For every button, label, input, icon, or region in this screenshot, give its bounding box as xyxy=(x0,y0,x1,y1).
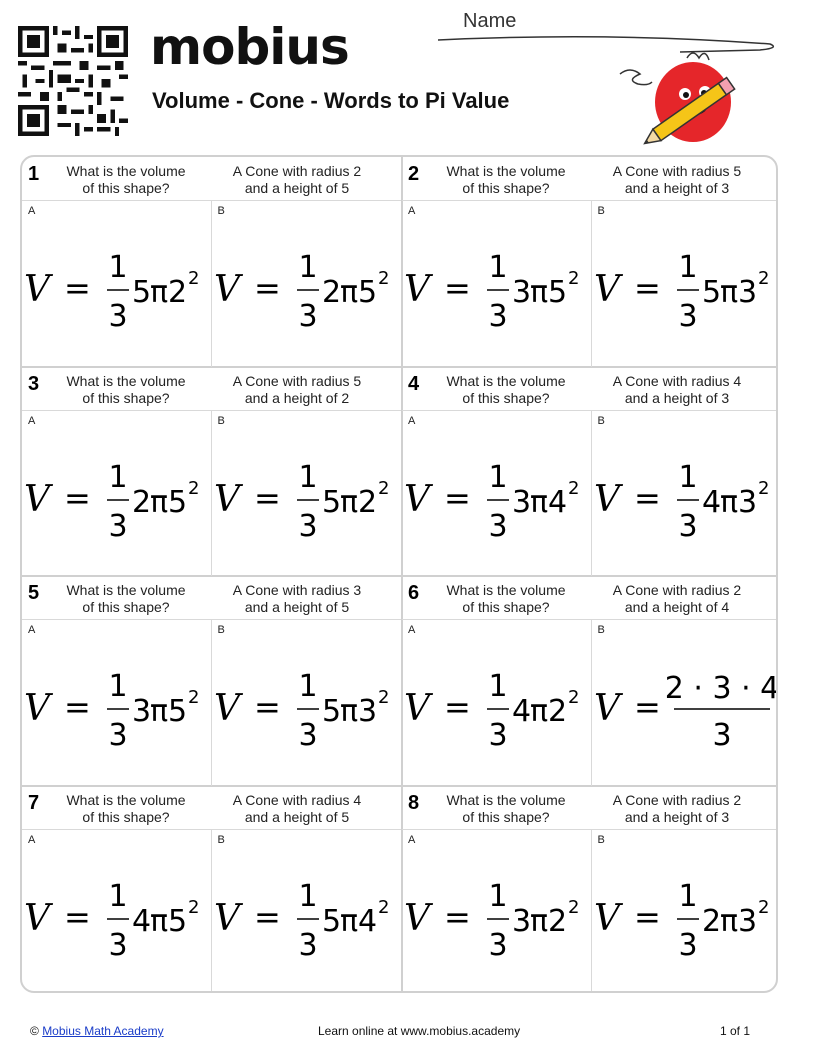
fraction-denominator: 3 xyxy=(488,299,508,334)
question-line: What is the volume xyxy=(66,582,186,598)
equation-base: 3 xyxy=(357,694,377,729)
problem-card xyxy=(402,157,778,367)
fraction-denominator: 3 xyxy=(108,927,128,963)
pi-symbol: π xyxy=(339,484,358,520)
problem-header xyxy=(402,786,778,830)
option-label: A xyxy=(408,833,416,846)
question-line: of this shape? xyxy=(462,599,550,615)
problem-question xyxy=(56,163,196,197)
question-line: What is the volume xyxy=(66,372,186,389)
volume-equation xyxy=(402,239,592,339)
equation-equals: = xyxy=(253,269,281,307)
fraction-numerator: 1 xyxy=(108,459,128,495)
option-label: B xyxy=(217,624,225,636)
problem-number: 4 xyxy=(408,372,420,395)
description-line: A Cone with radius 5 xyxy=(612,163,742,179)
equation-exponent: 2 xyxy=(757,477,769,499)
question-line: of this shape? xyxy=(82,808,170,825)
equation-exponent: 2 xyxy=(188,268,200,289)
equation-variable: V xyxy=(404,478,430,520)
description-line: and a height of 5 xyxy=(244,599,350,615)
equation-variable: V xyxy=(404,897,430,939)
mobius-logo xyxy=(150,18,349,76)
problem-description xyxy=(217,792,377,826)
volume-equation xyxy=(22,658,212,758)
fraction-numerator: 1 xyxy=(297,878,318,914)
answer-option-a[interactable] xyxy=(402,830,592,994)
description-line: and a height of 3 xyxy=(624,389,730,406)
equation-exponent: 2 xyxy=(568,896,580,918)
option-label: A xyxy=(28,205,36,217)
qr-code-icon xyxy=(18,26,128,136)
volume-equation xyxy=(22,868,212,968)
problem-description xyxy=(217,582,377,616)
problem-description xyxy=(597,582,757,616)
problem-question xyxy=(56,792,196,826)
volume-equation xyxy=(22,239,212,339)
equation-base: 2 xyxy=(357,484,377,520)
problem-question xyxy=(436,582,576,616)
equation-base: 5 xyxy=(548,275,568,310)
problem-card xyxy=(22,786,401,994)
problem-description xyxy=(597,373,757,407)
equation-equals: = xyxy=(633,478,661,517)
option-label: A xyxy=(28,414,36,427)
equation-exponent: 2 xyxy=(568,477,580,499)
pi-symbol: π xyxy=(150,903,169,939)
fraction-numerator: 1 xyxy=(488,878,508,914)
equation-equals: = xyxy=(253,688,281,726)
volume-equation xyxy=(402,449,592,549)
equation-variable: V xyxy=(593,897,620,939)
description-line: A Cone with radius 3 xyxy=(232,582,362,598)
pi-symbol: π xyxy=(530,275,549,310)
option-label: B xyxy=(597,833,605,846)
problem-header xyxy=(402,576,778,620)
problem-header xyxy=(402,367,778,411)
equation-variable: V xyxy=(24,897,50,939)
pi-symbol: π xyxy=(530,694,549,729)
academy-link[interactable]: Mobius Math Academy xyxy=(42,1024,164,1038)
fraction-denominator: 3 xyxy=(677,927,698,963)
equation-equals: = xyxy=(444,478,471,517)
answer-option-b[interactable] xyxy=(212,620,402,786)
equation-variable: V xyxy=(213,269,240,310)
equation-coefficient: 4 xyxy=(132,903,152,939)
pi-symbol: π xyxy=(719,275,738,310)
volume-equation xyxy=(402,658,592,758)
answer-option-b[interactable] xyxy=(212,201,402,367)
option-label: B xyxy=(217,205,225,217)
answer-option-a[interactable] xyxy=(402,411,592,577)
equation-base: 3 xyxy=(737,484,757,520)
problem-card xyxy=(22,367,401,577)
fraction-denominator: 3 xyxy=(488,927,508,963)
logo-text: mobius xyxy=(150,18,349,76)
option-label: B xyxy=(217,833,225,846)
equation-equals: = xyxy=(253,478,281,517)
equation-base: 5 xyxy=(168,903,188,939)
fraction-denominator: 3 xyxy=(488,718,508,753)
problem-card xyxy=(402,786,778,994)
fraction-denominator: 3 xyxy=(677,508,698,544)
copyright-symbol: © xyxy=(30,1024,39,1038)
pi-symbol: π xyxy=(150,484,169,520)
problem-question xyxy=(436,792,576,826)
problem-card xyxy=(22,576,401,786)
equation-variable: V xyxy=(404,688,430,729)
volume-equation xyxy=(212,868,402,968)
worksheet-header xyxy=(0,0,815,150)
footer-url: Learn online at www.mobius.academy xyxy=(318,1024,521,1038)
equation-coefficient: 3 xyxy=(512,903,532,939)
equation-coefficient: 5 xyxy=(701,275,721,310)
question-line: What is the volume xyxy=(446,582,566,598)
fraction-numerator: 1 xyxy=(108,250,128,285)
pi-symbol: π xyxy=(530,903,549,939)
description-line: A Cone with radius 4 xyxy=(232,791,362,808)
equation-base: 5 xyxy=(168,484,188,520)
footer xyxy=(0,1024,815,1044)
problem-number: 8 xyxy=(408,791,420,814)
volume-equation xyxy=(592,868,779,968)
answer-option-b[interactable] xyxy=(592,830,779,994)
equation-base: 5 xyxy=(357,275,377,310)
problem-question xyxy=(56,373,196,407)
pi-symbol: π xyxy=(150,694,169,729)
equation-base: 2 xyxy=(548,903,568,939)
equation-exponent: 2 xyxy=(568,687,580,708)
equation-equals: = xyxy=(444,688,471,726)
problem-question xyxy=(436,163,576,197)
equation-variable: V xyxy=(213,478,240,520)
fraction-denominator: 3 xyxy=(297,927,318,963)
equation-exponent: 2 xyxy=(188,687,200,708)
option-label: B xyxy=(597,205,605,217)
volume-equation xyxy=(22,449,212,549)
question-line: What is the volume xyxy=(446,791,566,808)
equation-equals: = xyxy=(253,897,281,936)
answer-option-a[interactable] xyxy=(402,201,592,367)
problem-card xyxy=(402,367,778,577)
equation-variable: V xyxy=(593,478,620,520)
mascot-pencil-icon xyxy=(615,44,745,154)
equation-equals: = xyxy=(64,478,91,517)
equation-coefficient: 2 xyxy=(701,903,721,939)
answer-option-a[interactable] xyxy=(22,620,212,786)
problem-number: 6 xyxy=(408,582,420,604)
option-label: B xyxy=(217,414,225,427)
equation-exponent: 2 xyxy=(188,477,200,499)
equation-variable: V xyxy=(404,269,430,310)
volume-equation xyxy=(212,239,402,339)
problem-header xyxy=(22,157,401,201)
equation-equals: = xyxy=(64,269,91,307)
equation-exponent: 2 xyxy=(377,268,389,289)
equation-coefficient: 5 xyxy=(321,903,341,939)
question-line: of this shape? xyxy=(82,180,170,196)
problem-question xyxy=(436,373,576,407)
fraction-denominator: 3 xyxy=(297,508,318,544)
fraction-numerator: 1 xyxy=(297,459,318,495)
volume-equation xyxy=(212,449,402,549)
equation-exponent: 2 xyxy=(757,896,769,918)
problem-description xyxy=(217,373,377,407)
equation-base: 2 xyxy=(548,694,568,729)
footer-copyright xyxy=(30,1024,164,1038)
page-title: Volume - Cone - Words to Pi Value xyxy=(152,88,510,113)
volume-equation xyxy=(402,868,592,968)
question-line: of this shape? xyxy=(82,599,170,615)
problem-number: 5 xyxy=(28,582,40,604)
problem-description xyxy=(597,792,757,826)
fraction-numerator: 1 xyxy=(488,459,508,495)
option-label: A xyxy=(28,833,36,846)
description-line: A Cone with radius 2 xyxy=(232,163,362,179)
question-line: What is the volume xyxy=(66,791,186,808)
answer-option-b[interactable] xyxy=(592,411,779,577)
pi-symbol: π xyxy=(339,275,358,310)
problem-number: 7 xyxy=(28,791,40,814)
description-line: A Cone with radius 2 xyxy=(612,582,742,598)
question-line: of this shape? xyxy=(462,389,550,406)
equation-coefficient: 5 xyxy=(321,694,341,729)
pi-symbol: π xyxy=(339,694,358,729)
option-label: A xyxy=(408,624,416,636)
equation-exponent: 2 xyxy=(377,477,389,499)
equation-exponent: 2 xyxy=(377,896,389,918)
problem-number: 2 xyxy=(408,163,420,185)
fraction-numerator: 1 xyxy=(488,669,508,704)
fraction-denominator: 3 xyxy=(108,508,128,544)
fraction-denominator: 3 xyxy=(108,718,128,753)
fraction-numerator: 1 xyxy=(677,459,698,495)
equation-base: 5 xyxy=(168,694,188,729)
equation-variable: V xyxy=(24,478,50,520)
problem-header xyxy=(22,367,401,411)
fraction-denominator: 3 xyxy=(677,299,698,334)
equation-exponent: 2 xyxy=(568,268,580,289)
equation-coefficient: 2 xyxy=(321,275,341,310)
option-label: B xyxy=(597,414,605,427)
problem-card xyxy=(22,157,401,367)
equation-equals: = xyxy=(633,269,661,307)
problem-header xyxy=(22,576,401,620)
equation-base: 4 xyxy=(548,484,568,520)
fraction-numerator: 1 xyxy=(108,878,128,914)
equation-equals: = xyxy=(64,688,91,726)
name-label: Name xyxy=(463,10,517,32)
pi-symbol: π xyxy=(339,903,358,939)
question-line: of this shape? xyxy=(82,389,170,406)
description-line: and a height of 3 xyxy=(624,180,730,196)
equation-variable: V xyxy=(213,897,240,939)
description-line: A Cone with radius 4 xyxy=(612,372,742,389)
volume-equation xyxy=(592,449,779,549)
equation-base: 4 xyxy=(357,903,377,939)
fraction-numerator: 1 xyxy=(677,878,698,914)
answer-option-b[interactable] xyxy=(592,620,779,786)
equation-variable: V xyxy=(24,269,50,310)
equation-exponent: 2 xyxy=(757,268,769,289)
equation-variable: V xyxy=(24,688,50,729)
fraction-denominator: 3 xyxy=(711,718,732,753)
answer-option-a[interactable] xyxy=(402,620,592,786)
fraction-numerator: 1 xyxy=(108,669,128,704)
pi-symbol: π xyxy=(150,275,169,310)
option-label: A xyxy=(28,624,36,636)
fraction-denominator: 3 xyxy=(297,718,318,753)
option-label: B xyxy=(597,624,605,636)
problem-number: 3 xyxy=(28,372,40,395)
question-line: What is the volume xyxy=(446,372,566,389)
page-number: 1 of 1 xyxy=(720,1024,751,1038)
description-line: and a height of 3 xyxy=(624,808,730,825)
equation-exponent: 2 xyxy=(188,896,200,918)
equation-base: 3 xyxy=(737,903,757,939)
equation-coefficient: 3 xyxy=(512,275,532,310)
problem-grid xyxy=(20,155,778,993)
volume-equation xyxy=(212,658,402,758)
fraction-denominator: 3 xyxy=(297,299,318,334)
equation-equals: = xyxy=(444,897,471,936)
pi-symbol: π xyxy=(719,484,738,520)
fraction-numerator: 1 xyxy=(297,669,318,704)
equation-base: 3 xyxy=(737,275,757,310)
problem-description xyxy=(597,163,757,197)
equation-equals: = xyxy=(444,269,471,307)
equation-variable: V xyxy=(593,269,620,310)
answer-option-b[interactable] xyxy=(212,411,402,577)
equation-coefficient: 4 xyxy=(701,484,721,520)
description-line: A Cone with radius 2 xyxy=(612,791,742,808)
answer-option-b[interactable] xyxy=(212,830,402,994)
description-line: and a height of 5 xyxy=(244,808,350,825)
option-label: A xyxy=(408,205,416,217)
equation-equals: = xyxy=(64,897,91,936)
pi-symbol: π xyxy=(719,903,738,939)
problem-question xyxy=(56,582,196,616)
equation-coefficient: 5 xyxy=(132,275,152,310)
description-line: and a height of 4 xyxy=(624,599,730,615)
equation-coefficient: 2 xyxy=(132,484,152,520)
equation-equals: = xyxy=(633,897,661,936)
equation-coefficient: 5 xyxy=(321,484,341,520)
answer-option-a[interactable] xyxy=(22,201,212,367)
description-line: A Cone with radius 5 xyxy=(232,372,362,389)
equation-coefficient: 4 xyxy=(512,694,532,729)
problem-card xyxy=(402,576,778,786)
equation-exponent: 2 xyxy=(377,687,389,708)
answer-option-a[interactable] xyxy=(22,411,212,577)
problem-description xyxy=(217,163,377,197)
volume-equation xyxy=(592,658,779,758)
answer-option-b[interactable] xyxy=(592,201,779,367)
fraction-numerator: 1 xyxy=(488,250,508,285)
answer-option-a[interactable] xyxy=(22,830,212,994)
fraction-denominator: 3 xyxy=(108,299,128,334)
fraction-numerator: 1 xyxy=(677,250,698,285)
equation-equals: = xyxy=(633,688,661,726)
pi-symbol: π xyxy=(530,484,549,520)
problem-header xyxy=(22,786,401,830)
equation-variable: V xyxy=(213,688,240,729)
description-line: and a height of 2 xyxy=(244,389,350,406)
problem-number: 1 xyxy=(28,163,40,185)
equation-variable: V xyxy=(593,688,620,729)
equation-coefficient: 3 xyxy=(512,484,532,520)
question-line: of this shape? xyxy=(462,808,550,825)
option-label: A xyxy=(408,414,416,427)
equation-base: 2 xyxy=(168,275,188,310)
question-line: What is the volume xyxy=(446,163,566,179)
equation-coefficient: 3 xyxy=(132,694,152,729)
question-line: of this shape? xyxy=(462,180,550,196)
fraction-numerator: 2 · 3 · 4 xyxy=(664,671,779,706)
problem-header xyxy=(402,157,778,201)
description-line: and a height of 5 xyxy=(244,180,350,196)
fraction-numerator: 1 xyxy=(297,250,318,285)
question-line: What is the volume xyxy=(66,163,186,179)
fraction-denominator: 3 xyxy=(488,508,508,544)
volume-equation xyxy=(592,239,779,339)
